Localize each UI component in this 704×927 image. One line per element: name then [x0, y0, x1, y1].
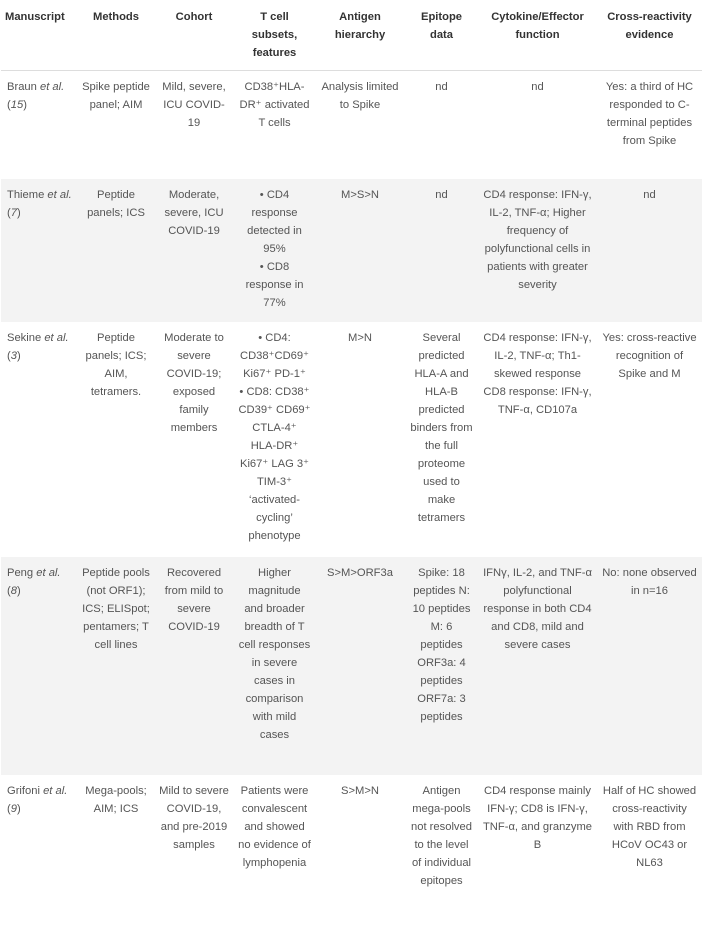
cytokine-cell: [478, 71, 597, 180]
cytokine-cell: [478, 179, 597, 322]
cross-cell: Yes: a third of HC responded to C-terminal peptides from Spike: [605, 81, 694, 147]
et-al: et al.: [36, 567, 61, 579]
cytokine-line: CD4 response: IFN-γ, IL-2, TNF-α; Higher frequency of polyfunctional cells in patients with greater severity: [483, 189, 592, 291]
table-row: [1, 71, 702, 180]
et-al: et al.: [43, 785, 68, 797]
cohort-cell: Moderate to severe COVID-19; exposed family members: [164, 332, 224, 434]
tcell-cell: [234, 557, 315, 775]
tcell-line: Patients were convalescent and showed no evidence of lymphopenia: [238, 785, 311, 869]
epitope-cell: Spike: 18 peptides N: 10 peptides M: 6 peptides ORF3a: 4 peptides ORF7a: 3 peptides: [405, 557, 478, 775]
header-tcell: T cell subsets, features: [234, 0, 315, 71]
tcell-line: • CD8 response in 77%: [245, 261, 304, 309]
cytokine-line: IFNγ, IL-2, and TNF-α polyfunctional response in both CD4 and CD8, mild and severe cases: [483, 567, 592, 651]
author-name: Grifoni: [7, 785, 40, 797]
antigen-cell: S>M>N: [341, 785, 379, 797]
author-name: Peng: [7, 567, 34, 579]
header-cytokine: Cytokine/Effector function: [478, 0, 597, 71]
et-al: et al.: [39, 81, 65, 93]
cohort-cell: Mild to severe COVID-19, and pre-2019 samples: [159, 785, 229, 851]
methods-cell: Peptide panels; ICS: [78, 179, 154, 322]
reference-link[interactable]: 3: [10, 350, 17, 362]
methods-cell: Peptide panels; ICS; AIM, tetramers.: [85, 332, 147, 398]
cohort-cell: Recovered from mild to severe COVID-19: [154, 557, 234, 775]
manuscript-cell: Thieme et al. (7): [1, 179, 78, 322]
cytokine-line: nd: [531, 81, 544, 93]
header-manuscript: Manuscript: [1, 0, 78, 71]
antigen-cell: Analysis limited to Spike: [321, 81, 399, 111]
cytokine-cell: [478, 557, 597, 775]
tcell-line: • CD8: CD38⁺ CD39⁺ CD69⁺ CTLA-4⁺ HLA-DR⁺ Ki67⁺ LAG 3⁺ TIM-3⁺ ‘activated-cycling’ phenotype: [238, 386, 311, 542]
tcell-cell: [234, 71, 315, 180]
table-row: [1, 775, 702, 927]
et-al: et al.: [44, 332, 69, 344]
cohort-cell: Moderate, severe, ICU COVID-19: [154, 179, 234, 322]
studies-table: [1, 0, 702, 927]
manuscript-cell: Sekine et al. (3): [7, 332, 69, 362]
tcell-cell: [234, 775, 315, 927]
tcell-line: • CD4: CD38⁺CD69⁺ Ki67⁺ PD-1⁺: [239, 332, 309, 380]
table-row: [1, 179, 702, 322]
header-cohort: Cohort: [154, 0, 234, 71]
author-name: Thieme: [7, 189, 45, 201]
antigen-cell: S>M>ORF3a: [315, 557, 405, 775]
cross-cell: Half of HC showed cross-reactivity with RBD from HCoV OC43 or NL63: [602, 785, 697, 869]
cytokine-line: CD4 response mainly IFN-γ; CD8 is IFN-γ, TNF-α, and granzyme B: [482, 785, 593, 851]
cross-cell: No: none observed in n=16: [597, 557, 702, 775]
epitope-cell: Antigen mega-pools not resolved to the level of individual epitopes: [411, 785, 472, 887]
cytokine-cell: [478, 322, 597, 557]
cytokine-line: CD8 response: IFN-γ, TNF-α, CD107a: [483, 386, 592, 416]
author-name: Braun: [7, 81, 37, 93]
reference-link[interactable]: 9: [10, 803, 17, 815]
tcell-line: • CD4 response detected in 95%: [247, 189, 302, 255]
methods-cell: Spike peptide panel; AIM: [82, 81, 150, 111]
et-al: et al.: [47, 189, 72, 201]
reference-link[interactable]: 15: [10, 99, 24, 111]
manuscript-cell: Braun et al. (15): [7, 81, 65, 111]
epitope-cell: nd: [435, 81, 448, 93]
cytokine-cell: [478, 775, 597, 927]
header-cross: Cross-reactivity evidence: [597, 0, 702, 71]
tcell-cell: [234, 179, 315, 322]
manuscript-cell: Peng et al. (8): [1, 557, 78, 775]
header-epitope: Epitope data: [405, 0, 478, 71]
author-name: Sekine: [7, 332, 42, 344]
antigen-cell: M>N: [348, 332, 372, 344]
cytokine-line: CD4 response: IFN-γ, IL-2, TNF-α; Th1-skewed response: [483, 332, 592, 380]
methods-cell: Peptide pools (not ORF1); ICS; ELISpot; pentamers; T cell lines: [78, 557, 154, 775]
table-row: [1, 557, 702, 775]
reference-link[interactable]: 8: [10, 585, 17, 597]
cross-cell: Yes: cross-reactive recognition of Spike and M: [602, 332, 697, 380]
tcell-cell: [234, 322, 315, 557]
epitope-cell: Several predicted HLA-A and HLA-B predicted binders from the full proteome used to make tetramers: [410, 332, 473, 524]
cross-cell: nd: [597, 179, 702, 322]
cohort-cell: Mild, severe, ICU COVID-19: [162, 81, 226, 129]
antigen-cell: M>S>N: [315, 179, 405, 322]
methods-cell: Mega-pools; AIM; ICS: [85, 785, 147, 815]
manuscript-cell: Grifoni et al. (9): [7, 785, 68, 815]
table-header-row: [1, 0, 702, 71]
tcell-line: Higher magnitude and broader breadth of T cell responses in severe cases in comparison with mild cases: [238, 567, 311, 741]
tcell-line: CD38⁺HLA-DR⁺ activated T cells: [239, 81, 310, 129]
epitope-cell: nd: [405, 179, 478, 322]
table-row: [1, 322, 702, 557]
header-methods: Methods: [78, 0, 154, 71]
reference-link[interactable]: 7: [10, 207, 17, 219]
header-antigen: Antigen hierarchy: [315, 0, 405, 71]
